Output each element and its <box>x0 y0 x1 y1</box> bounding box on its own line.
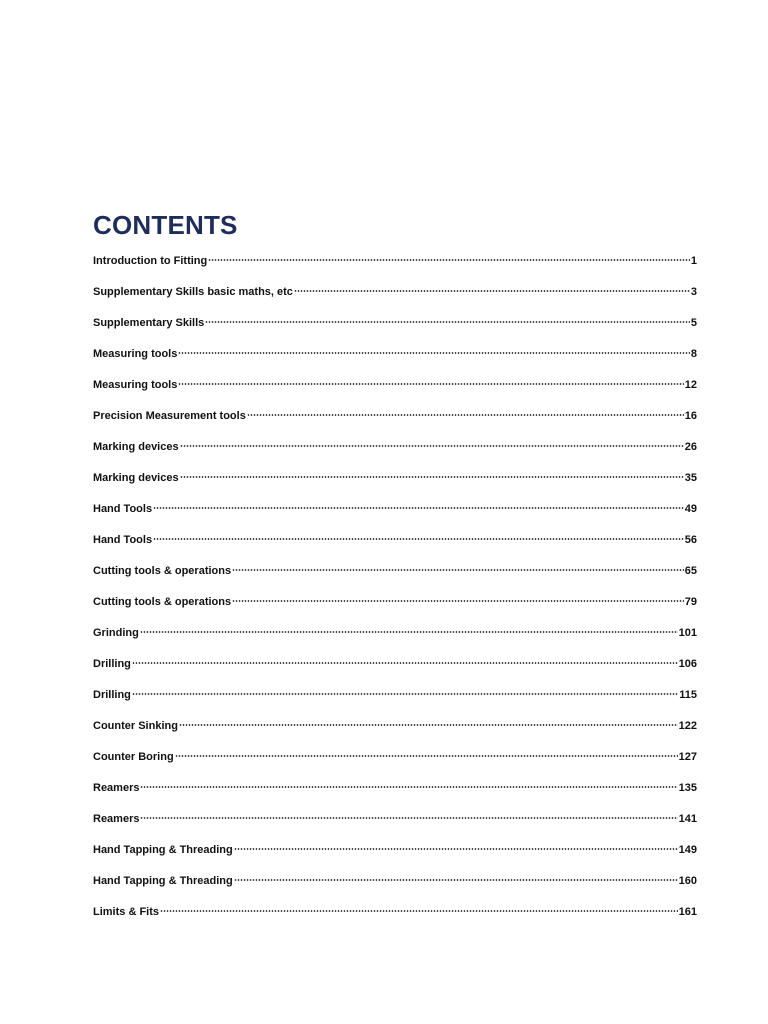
toc-entry-label: Hand Tools <box>93 534 153 546</box>
toc-entry[interactable] <box>93 844 697 875</box>
toc-entry-page-number: 106 <box>678 658 697 670</box>
toc-entry[interactable] <box>93 875 697 906</box>
toc-entry[interactable] <box>93 596 697 627</box>
dot-leader <box>153 538 684 540</box>
dot-leader <box>205 321 690 323</box>
toc-entry-label: Marking devices <box>93 472 179 484</box>
toc-entry-page-number: 56 <box>684 534 697 546</box>
toc-entry[interactable] <box>93 441 697 472</box>
toc-entry[interactable] <box>93 627 697 658</box>
toc-entry[interactable] <box>93 720 697 751</box>
toc-entry-label: Supplementary Skills <box>93 317 205 329</box>
toc-entry-label: Hand Tapping & Threading <box>93 844 233 856</box>
toc-entry-label: Reamers <box>93 782 140 794</box>
dot-leader <box>175 755 678 757</box>
toc-entry-page-number: 141 <box>678 813 697 825</box>
dot-leader <box>232 600 684 602</box>
toc-entry-page-number: 5 <box>690 317 697 329</box>
dot-leader <box>247 414 684 416</box>
toc-entry-label: Reamers <box>93 813 140 825</box>
toc-entry-page-number: 161 <box>678 906 697 918</box>
dot-leader <box>178 383 683 385</box>
dot-leader <box>208 259 690 261</box>
toc-entry-page-number: 26 <box>684 441 697 453</box>
toc-entry-label: Limits & Fits <box>93 906 160 918</box>
dot-leader <box>140 631 678 633</box>
toc-entry-page-number: 127 <box>678 751 697 763</box>
toc-entry-page-number: 101 <box>678 627 697 639</box>
toc-entry-page-number: 149 <box>678 844 697 856</box>
dot-leader <box>178 352 690 354</box>
toc-entry-label: Cutting tools & operations <box>93 565 232 577</box>
toc-entry-page-number: 79 <box>684 596 697 608</box>
toc-entry-page-number: 122 <box>678 720 697 732</box>
toc-entry-page-number: 35 <box>684 472 697 484</box>
toc-entry-page-number: 8 <box>690 348 697 360</box>
toc-entry[interactable] <box>93 348 697 379</box>
toc-entry-page-number: 12 <box>684 379 697 391</box>
toc-entry[interactable] <box>93 503 697 534</box>
toc-entry-label: Measuring tools <box>93 379 178 391</box>
toc-entry-label: Hand Tapping & Threading <box>93 875 233 887</box>
toc-entry-label: Counter Boring <box>93 751 174 763</box>
toc-entry[interactable] <box>93 534 697 565</box>
toc-entry[interactable] <box>93 782 697 813</box>
toc-entry[interactable] <box>93 379 697 410</box>
toc-entry-label: Marking devices <box>93 441 179 453</box>
toc-entry-label: Hand Tools <box>93 503 153 515</box>
toc-entry-page-number: 65 <box>684 565 697 577</box>
toc-entry-label: Grinding <box>93 627 139 639</box>
dot-leader <box>179 724 678 726</box>
toc-entry-page-number: 160 <box>678 875 697 887</box>
toc-entry[interactable] <box>93 255 697 286</box>
toc-entry-label: Supplementary Skills basic maths, etc <box>93 286 293 298</box>
toc-entry-label: Drilling <box>93 658 131 670</box>
toc-entry[interactable] <box>93 751 697 782</box>
toc-entry-label: Measuring tools <box>93 348 178 360</box>
toc-entry[interactable] <box>93 658 697 689</box>
toc-entry[interactable] <box>93 906 697 937</box>
dot-leader <box>132 693 678 695</box>
dot-leader <box>180 445 684 447</box>
toc-entry[interactable] <box>93 565 697 596</box>
toc-entry[interactable] <box>93 286 697 317</box>
toc-entry-page-number: 3 <box>690 286 697 298</box>
toc-entry-page-number: 16 <box>684 410 697 422</box>
toc-entry[interactable] <box>93 472 697 503</box>
toc-entry[interactable] <box>93 813 697 844</box>
dot-leader <box>153 507 684 509</box>
toc-entry-page-number: 115 <box>679 689 697 701</box>
toc-entry-label: Introduction to Fitting <box>93 255 208 267</box>
dot-leader <box>234 879 678 881</box>
toc-entry-label: Counter Sinking <box>93 720 178 732</box>
page-title: CONTENTS <box>93 210 238 240</box>
toc-entry-page-number: 1 <box>690 255 697 267</box>
dot-leader <box>160 910 678 912</box>
toc-entry[interactable] <box>93 689 697 720</box>
dot-leader <box>294 290 690 292</box>
dot-leader <box>140 786 677 788</box>
dot-leader <box>140 817 677 819</box>
dot-leader <box>234 848 678 850</box>
toc-entry-label: Drilling <box>93 689 131 701</box>
toc-entry-page-number: 49 <box>684 503 697 515</box>
dot-leader <box>132 662 678 664</box>
toc-entry-label: Cutting tools & operations <box>93 596 232 608</box>
toc-entry[interactable] <box>93 317 697 348</box>
toc-entry[interactable] <box>93 410 697 441</box>
dot-leader <box>180 476 684 478</box>
dot-leader <box>232 569 684 571</box>
toc-entry-page-number: 135 <box>678 782 697 794</box>
toc-entry-label: Precision Measurement tools <box>93 410 246 422</box>
table-of-contents <box>93 255 697 937</box>
